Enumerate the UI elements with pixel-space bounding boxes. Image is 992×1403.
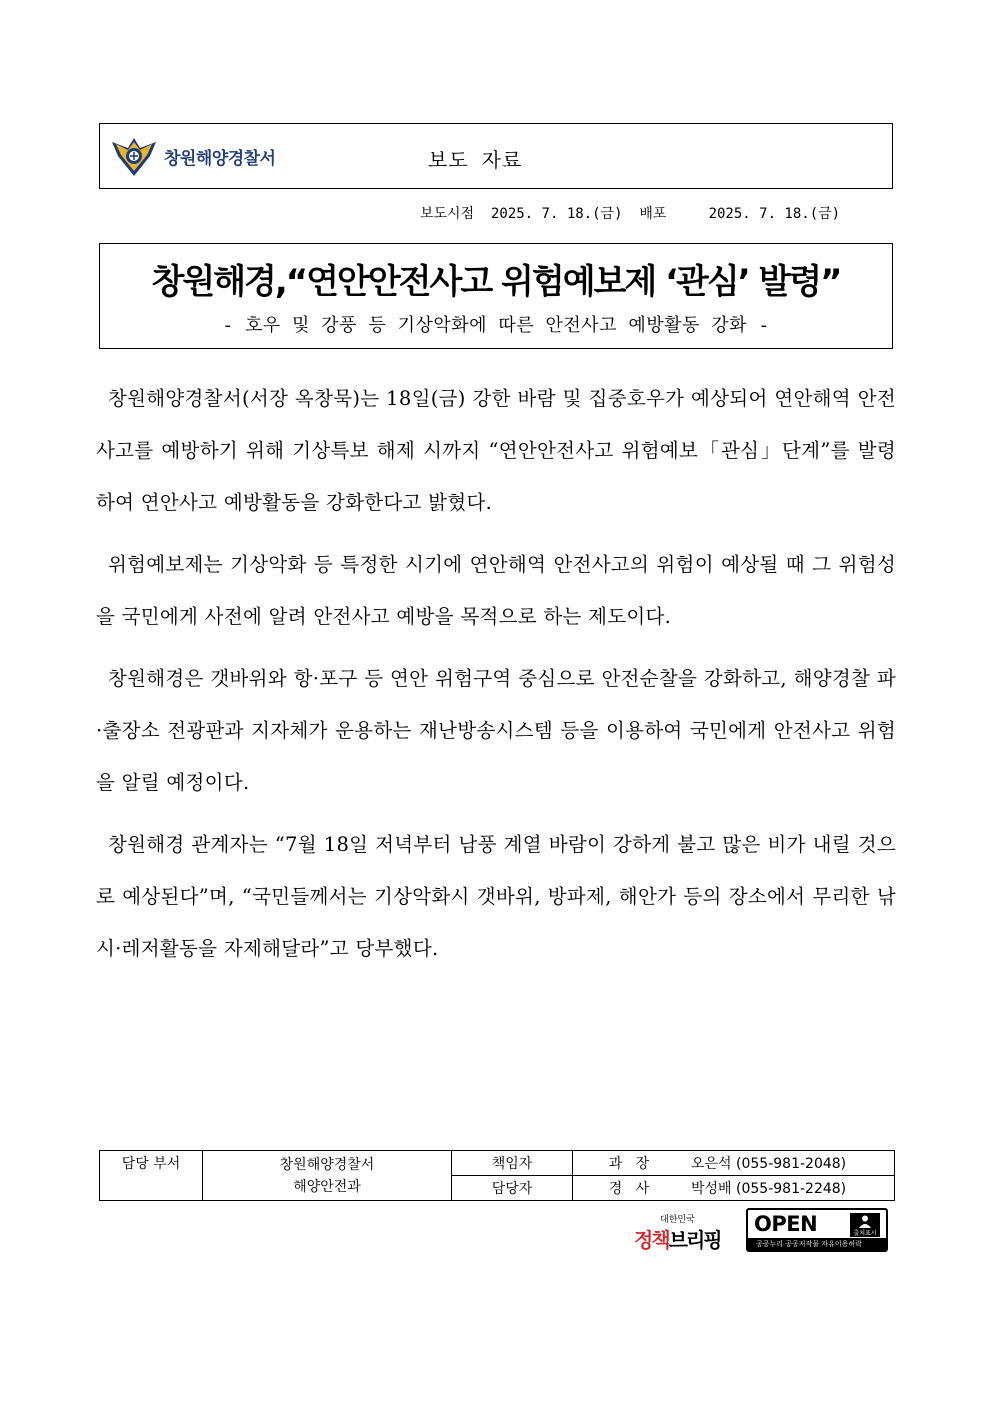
table-row <box>100 1151 895 1176</box>
agency-logo <box>110 134 275 178</box>
pb-small-text: 대한민국 <box>660 1215 695 1225</box>
paragraph: 창원해경은 갯바위와 항·포구 등 연안 위험구역 중심으로 안전순찰을 강화하고, 해양경찰 파·출장소 전광판과 지자체가 운용하는 재난방송시스템 등을 이용하여 국민에게 안전사고 위험을 알릴 예정이다. <box>96 667 896 794</box>
pb-red-text: 정책 <box>634 1228 669 1252</box>
embargo-date: 2025. 7. 18.(금) <box>490 206 623 222</box>
distribution-label: 배포 <box>639 206 667 222</box>
coast-guard-emblem-icon <box>110 134 158 178</box>
person: 박성배 (055-981-2248) <box>685 1176 895 1201</box>
distribution-date: 2025. 7. 18.(금) <box>708 206 841 222</box>
rank: 경 사 <box>573 1176 686 1201</box>
title-box <box>99 243 893 349</box>
policy-briefing-logo <box>634 1208 742 1258</box>
page-title: 창원해경,“연안안전사고 위험예보제 ‘관심’ 발령” <box>151 262 841 302</box>
dept-line2: 해양안전과 <box>293 1178 361 1195</box>
open-word: OPEN <box>754 1212 818 1236</box>
kogl-open-logo <box>746 1208 888 1252</box>
rank: 과 장 <box>573 1151 686 1176</box>
role: 책임자 <box>452 1151 573 1176</box>
contact-table <box>99 1150 895 1201</box>
header-box <box>99 123 893 189</box>
pb-rest-text: 브리핑 <box>668 1228 721 1252</box>
release-line <box>420 203 840 223</box>
dept-line1: 창원해양경찰서 <box>279 1156 375 1173</box>
embargo-label: 보도시점 <box>420 206 475 222</box>
dept-label: 담당 부서 <box>100 1151 203 1201</box>
badge-text: 출처표시 <box>853 1230 877 1237</box>
role: 담당자 <box>452 1176 573 1201</box>
paragraph: 창원해경 관계자는 “7월 18일 저녁부터 남풍 계열 바람이 강하게 불고 많은 비가 내릴 것으로 예상된다”며, “국민들께서는 기상악화시 갯바위, 방파제, 해안가 등의 장소에서 무리한 낚시·레저활동을 자제해달라”고 당부했다. <box>96 833 896 960</box>
doc-type: 보도 자료 <box>428 148 523 172</box>
footer-logos <box>634 1208 888 1258</box>
open-bar: 공공누리 공공저작물 자유이용허락 <box>748 1238 886 1250</box>
dept-name <box>203 1151 452 1201</box>
person: 오은석 (055-981-2048) <box>685 1151 895 1176</box>
agency-name: 창원해양경찰서 <box>164 148 276 169</box>
pb-main-text <box>634 1224 721 1253</box>
paragraph: 위험예보제는 기상악화 등 특정한 시기에 연안해역 안전사고의 위험이 예상될 때 그 위험성을 국민에게 사전에 알려 안전사고 예방을 목적으로 하는 제도이다. <box>96 553 896 628</box>
article-body <box>96 373 896 985</box>
attribution-badge-icon <box>850 1213 880 1237</box>
paragraph: 창원해양경찰서(서장 옥창묵)는 18일(금) 강한 바람 및 집중호우가 예상되어 연안해역 안전사고를 예방하기 위해 기상특보 해제 시까지 “연안안전사고 위험예보「관심」단계”를 발령하여 연안사고 예방활동을 강화한다고 밝혔다. <box>96 387 896 514</box>
person-icon <box>859 1215 871 1228</box>
page-subtitle: - 호우 및 강풍 등 기상악화에 따른 안전사고 예방활동 강화 - <box>222 315 770 336</box>
